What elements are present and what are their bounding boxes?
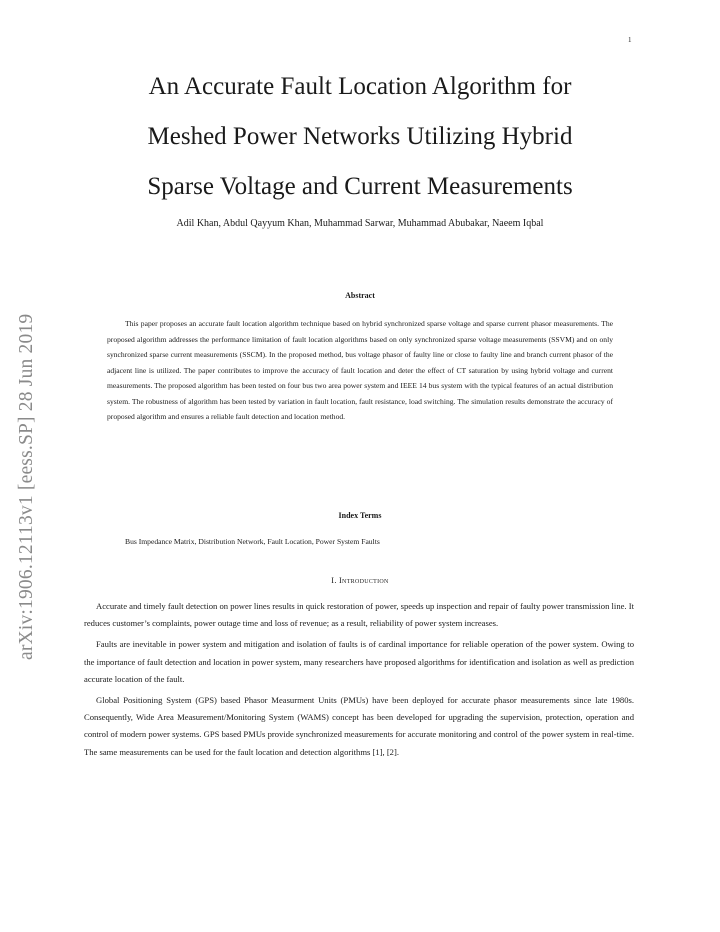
page-number: 1 <box>628 36 632 44</box>
introduction-section-title: Introduction <box>339 576 389 585</box>
abstract-text: This paper proposes an accurate fault location algorithm technique based on hybrid synchronized sparse voltage and sparse current phasor measurements. The proposed algorithm addresses the performance limitation of fault location algorithms based on only synchronized sparse voltage measurements (SSVM) and on only synchronized sparse current measurements (SSCM). In the proposed method, bus voltage phasor of faulty line or close to faulty line and branch current phasor of the adjacent line is utilized. The paper contributes to improve the accuracy of fault location and deter the effect of CT saturation by using hybrid voltage and current measurements. The proposed algorithm has been tested on four bus two area power system and IEEE 14 bus system with the typical features of an actual distribution system. The robustness of algorithm has been tested by variation in fault location, fault resistance, load switching. The simulation results demonstrate the accuracy of proposed algorithm and ensures a reliable fault detection and location method. <box>107 319 613 421</box>
intro-paragraph-2: Faults are inevitable in power system and mitigation and isolation of faults is of cardinal importance for reliable operation of the power system. Owing to the importance of fault detection and location in power system, many researchers have proposed algorithms for identification and isolation as well as prediction accurate location of the fault. <box>84 639 634 684</box>
introduction-section-number: I. <box>331 576 340 585</box>
title-line-3: Sparse Voltage and Current Measurements <box>147 173 573 200</box>
paper-title <box>60 62 660 212</box>
intro-paragraph-3: Global Positioning System (GPS) based Phasor Measurment Units (PMUs) have been deployed for accurate phasor measurements since late 1980s. Consequently, Wide Area Measurement/Monitoring System (WAMS) concept has been developed for upgrading the supervision, protection, operation and control of modern power systems. GPS based PMUs provide synchronized measurements for accurate monitoring and control of the power system in real-time. The same measurements can be used for the fault location and detection algorithms [1], [2]. <box>84 695 634 757</box>
title-line-2: Meshed Power Networks Utilizing Hybrid <box>147 123 573 150</box>
introduction-heading <box>60 576 660 585</box>
author-list: Adil Khan, Abdul Qayyum Khan, Muhammad Sarwar, Muhammad Abubakar, Naeem Iqbal <box>176 218 544 229</box>
abstract-heading: Abstract <box>345 291 375 300</box>
index-terms-text: Bus Impedance Matrix, Distribution Network, Fault Location, Power System Faults <box>125 537 380 546</box>
arxiv-identifier-stamp: arXiv:1906.12113v1 [eess.SP] 28 Jun 2019 <box>16 313 37 660</box>
title-line-1: An Accurate Fault Location Algorithm for <box>148 73 572 100</box>
intro-paragraph-1: Accurate and timely fault detection on power lines results in quick restoration of power, speeds up inspection and repair of faulty power transmission line. It reduces customer’s complaints, power outage time and loss of revenue; as a result, reliability of power system increases. <box>84 601 634 629</box>
introduction-body <box>84 598 634 765</box>
index-terms-heading: Index Terms <box>338 511 382 520</box>
